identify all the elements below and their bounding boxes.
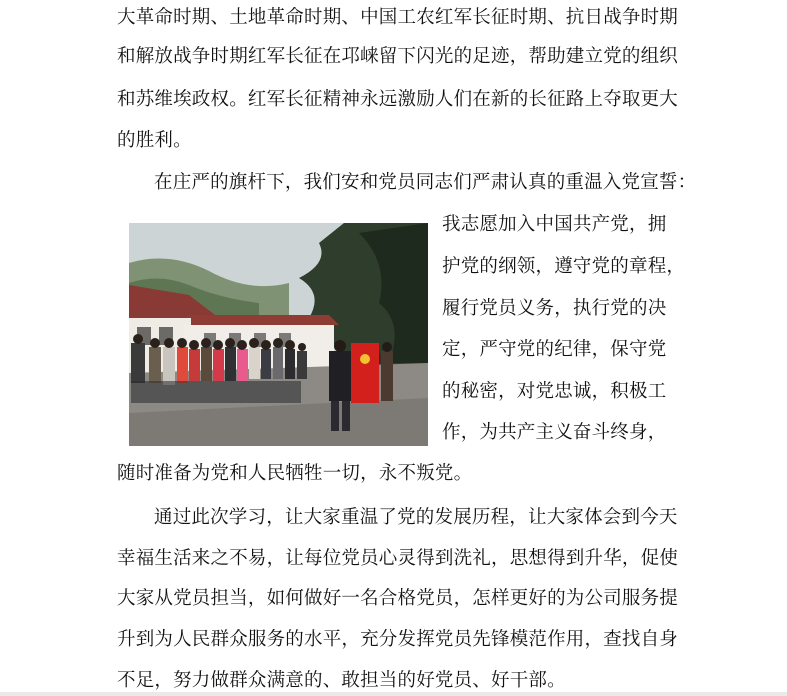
oath-line: 我志愿加入中国共产党，拥 (442, 214, 667, 235)
paragraph-line: 大家从党员担当，如何做好一名合格党员，怎样更好的为公司服务提 (117, 588, 679, 609)
oath-line: 的秘密，对党忠诚，积极工 (442, 381, 667, 402)
paragraph-line: 升到为人民群众服务的水平，充分发挥党员先锋模范作用，查找自身 (117, 629, 679, 650)
oath-line: 履行党员义务，执行党的决 (442, 298, 667, 319)
oath-intro: 在庄严的旗杆下，我们安和党员同志们严肃认真的重温入党宣誓： (154, 172, 697, 193)
oath-end: 随时准备为党和人民牺牲一切，永不叛党。 (117, 463, 473, 484)
paragraph-line: 通过此次学习，让大家重温了党的发展历程，让大家体会到今天 (154, 507, 678, 528)
oath-line: 定，严守党的纪律，保守党 (442, 339, 667, 360)
oath-line: 护党的纲领，遵守党的章程， (442, 256, 686, 277)
paragraph-line: 和解放战争时期红军长征在邛崃留下闪光的足迹，帮助建立党的组织 (117, 46, 679, 67)
oath-line: 作，为共产主义奋斗终身， (442, 422, 667, 443)
paragraph-line: 幸福生活来之不易，让每位党员心灵得到洗礼，思想得到升华，促使 (117, 548, 679, 569)
paragraph-line: 的胜利。 (117, 130, 192, 151)
bottom-scrollbar-track[interactable] (0, 692, 787, 696)
paragraph-line: 不足，努力做群众满意的、敢担当的好党员、好干部。 (117, 670, 566, 691)
paragraph-line: 和苏维埃政权。红军长征精神永远激励人们在新的长征路上夺取更大 (117, 89, 679, 110)
oath-ceremony-photo (129, 223, 428, 446)
paragraph-line: 大革命时期、土地革命时期、中国工农红军长征时期、抗日战争时期 (117, 7, 679, 28)
